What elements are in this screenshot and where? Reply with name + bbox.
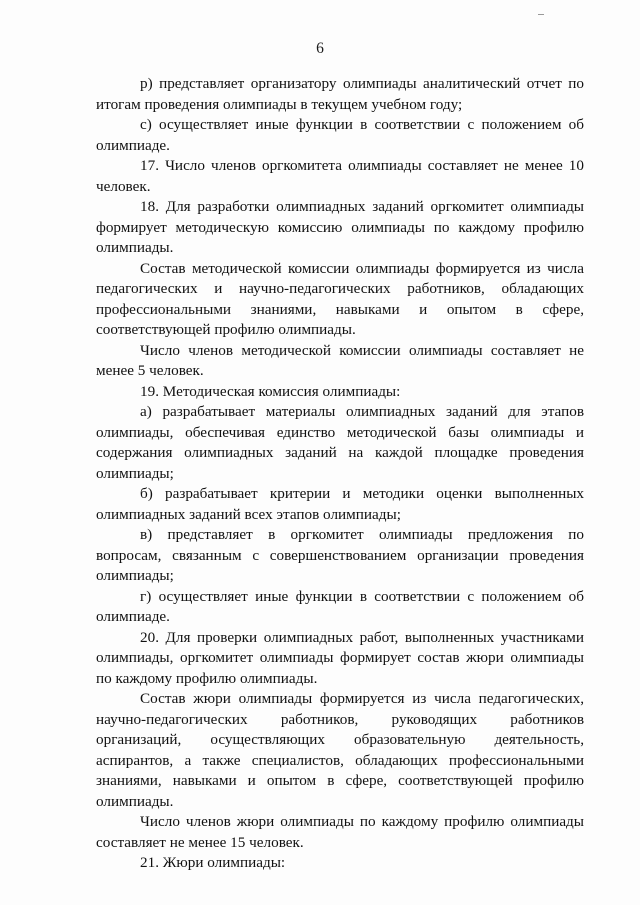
paragraph-19-v: в) представляет в оргкомитет олимпиады предложения по вопросам, связанным с совершенствованием организации проведения олимпиады; bbox=[96, 526, 584, 584]
paragraph-s: с) осуществляет иные функции в соответствии с положением об олимпиаде. bbox=[96, 116, 584, 154]
document-body bbox=[96, 74, 584, 874]
paragraph-methodical-commission-count: Число членов методической комиссии олимпиады составляет не менее 5 человек. bbox=[96, 341, 584, 379]
scan-mark bbox=[538, 14, 544, 15]
paragraph-19-a: а) разрабатывает материалы олимпиадных заданий для этапов олимпиады, обеспечивая единство методической базы олимпиады и содержания олимпиадных заданий на каждой площадке проведения олимпиады; bbox=[96, 403, 584, 482]
paragraph-jury-composition: Состав жюри олимпиады формируется из числа педагогических, научно-педагогических работников, руководящих работников организаций, осуществляющих образовательную деятельность, аспирантов, а также специалистов, обладающих профессиональными знаниями, навыками и опытом в сфере, соответствующей профилю олимпиады. bbox=[96, 690, 584, 810]
paragraph-jury-count: Число членов жюри олимпиады по каждому профилю олимпиады составляет не менее 15 человек. bbox=[96, 813, 584, 851]
paragraph-methodical-commission-composition: Состав методической комиссии олимпиады формируется из числа педагогических и научно-педагогических работников, обладающих профессиональными знаниями, навыками и опытом в сфере, соответствующей профилю олимпиады. bbox=[96, 259, 584, 338]
paragraph-21: 21. Жюри олимпиады: bbox=[140, 854, 286, 871]
paragraph-17: 17. Число членов оргкомитета олимпиады составляет не менее 10 человек. bbox=[96, 157, 584, 195]
paragraph-19-b: б) разрабатывает критерии и методики оценки выполненных олимпиадных заданий всех этапов олимпиады; bbox=[96, 485, 584, 523]
page-number: 6 bbox=[316, 40, 324, 57]
paragraph-19: 19. Методическая комиссия олимпиады: bbox=[140, 382, 401, 400]
paragraph-18: 18. Для разработки олимпиадных заданий оргкомитет олимпиады формирует методическую комиссию олимпиады по каждому профилю олимпиады. bbox=[96, 198, 584, 256]
paragraph-r: р) представляет организатору олимпиады аналитический отчет по итогам проведения олимпиады в текущем учебном году; bbox=[96, 75, 584, 113]
paragraph-19-g: г) осуществляет иные функции в соответствии с положением об олимпиаде. bbox=[96, 587, 584, 625]
paragraph-20: 20. Для проверки олимпиадных работ, выполненных участниками олимпиады, оргкомитет олимпиады формирует состав жюри олимпиады по каждому профилю олимпиады. bbox=[96, 628, 584, 687]
